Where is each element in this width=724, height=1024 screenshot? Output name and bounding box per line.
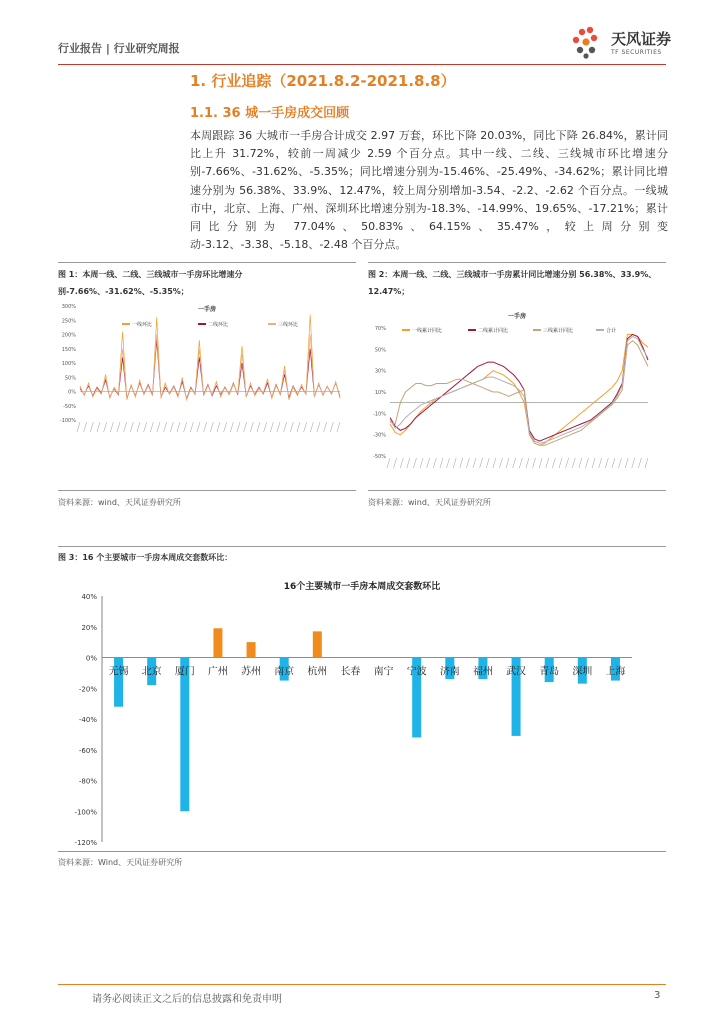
fig1-caption: 图 1：本周一线、二线、三线城市一手房环比增速分别-7.66%、-31.62%、-5.35%； — [58, 270, 243, 296]
category-label: 福州 — [472, 666, 493, 678]
x-tick-mark — [104, 422, 107, 432]
x-tick-mark — [453, 458, 456, 468]
x-tick-mark — [585, 458, 588, 468]
x-tick-mark — [77, 422, 80, 432]
y-tick-label: 70% — [374, 326, 386, 332]
x-tick-mark — [204, 422, 207, 432]
x-tick-mark — [90, 422, 93, 432]
x-tick-mark — [117, 422, 120, 432]
x-tick-mark — [257, 422, 260, 432]
chart-background — [58, 572, 666, 848]
x-tick-mark — [447, 458, 450, 468]
category-label: 厦门 — [174, 666, 195, 678]
x-tick-mark — [137, 422, 140, 432]
x-tick-mark — [499, 458, 502, 468]
x-tick-mark — [619, 458, 622, 468]
x-tick-mark — [546, 458, 549, 468]
chart-title: 一手房 — [198, 306, 217, 313]
page-number: 3 — [654, 990, 661, 1001]
legend-label: 二线环比 — [208, 322, 229, 328]
x-tick-mark — [506, 458, 509, 468]
y-tick-label: 50% — [64, 375, 76, 382]
y-tick-label: -100% — [59, 418, 76, 424]
x-tick-mark — [466, 458, 469, 468]
x-tick-mark — [337, 422, 340, 432]
x-tick-mark — [526, 458, 529, 468]
x-tick-mark — [638, 458, 641, 468]
footer-disclaimer: 请务必阅读正文之后的信息披露和免责申明 — [92, 994, 282, 1005]
fig1-top-rule — [58, 262, 356, 263]
x-tick-mark — [297, 422, 300, 432]
footer-divider — [58, 984, 666, 985]
x-tick-mark — [324, 422, 327, 432]
bar-4 — [213, 628, 222, 657]
x-tick-mark — [400, 458, 403, 468]
y-tick-label: 20% — [81, 623, 97, 632]
category-label: 武汉 — [506, 666, 527, 678]
x-tick-mark — [394, 458, 397, 468]
y-tick-label: 200% — [61, 332, 76, 339]
legend-label: 合计 — [606, 328, 617, 334]
x-tick-mark — [599, 458, 602, 468]
x-tick-mark — [566, 458, 569, 468]
x-tick-mark — [150, 422, 153, 432]
x-tick-mark — [177, 422, 180, 432]
x-tick-mark — [284, 422, 287, 432]
category-label: 无锡 — [108, 666, 129, 678]
x-tick-mark — [460, 458, 463, 468]
category-label: 长春 — [340, 666, 361, 678]
header-divider — [58, 64, 666, 65]
x-tick-mark — [230, 422, 233, 432]
x-tick-mark — [519, 458, 522, 468]
y-tick-label: 30% — [374, 368, 386, 375]
y-tick-label: -40% — [78, 716, 97, 724]
x-tick-mark — [612, 458, 615, 468]
section-heading: 1. 行业追踪（2021.8.2-2021.8.8） — [190, 72, 456, 90]
category-label: 青岛 — [539, 666, 560, 678]
chart-fig3 — [58, 572, 666, 848]
chart-title: 一手房 — [508, 313, 527, 320]
x-tick-mark — [130, 422, 133, 432]
x-tick-mark — [625, 458, 628, 468]
x-tick-mark — [237, 422, 240, 432]
bar-5 — [247, 642, 256, 657]
x-tick-mark — [224, 422, 227, 432]
x-tick-mark — [480, 458, 483, 468]
legend-label: 一线环比 — [132, 322, 153, 328]
subsection-heading: 1.1. 36 城一手房成交回顾 — [190, 106, 350, 121]
x-tick-mark — [420, 458, 423, 468]
x-tick-mark — [473, 458, 476, 468]
y-tick-label: 50% — [374, 347, 386, 354]
fig3-top-rule — [58, 546, 666, 547]
x-tick-mark — [304, 422, 307, 432]
fig3-source: 资料来源：Wind、天风证券研究所 — [58, 858, 183, 867]
x-tick-mark — [539, 458, 542, 468]
y-tick-label: -20% — [78, 685, 97, 694]
bar-3 — [180, 658, 189, 812]
x-tick-mark — [513, 458, 516, 468]
y-tick-label: -100% — [74, 808, 97, 817]
x-tick-mark — [270, 422, 273, 432]
fig2-top-rule — [368, 262, 666, 263]
x-tick-mark — [110, 422, 113, 432]
x-tick-mark — [493, 458, 496, 468]
x-tick-mark — [645, 458, 648, 468]
category-label: 北京 — [141, 666, 162, 678]
category-label: 南京 — [274, 666, 295, 678]
y-tick-label: -10% — [373, 411, 386, 418]
x-tick-mark — [407, 458, 410, 468]
category-label: 广州 — [207, 666, 228, 678]
y-tick-label: 40% — [81, 593, 97, 601]
fig2-source: 资料来源：wind、天风证券研究所 — [368, 498, 491, 507]
fig2-caption: 图 2：本周一线、二线、三线城市一手房累计同比增速分别 56.38%、33.9%、12.47%； — [368, 270, 657, 296]
x-tick-mark — [190, 422, 193, 432]
x-tick-mark — [533, 458, 536, 468]
y-tick-label: 250% — [61, 318, 76, 325]
x-tick-mark — [559, 458, 562, 468]
x-tick-mark — [264, 422, 267, 432]
y-tick-label: -120% — [74, 839, 97, 847]
x-tick-mark — [427, 458, 430, 468]
x-tick-mark — [210, 422, 213, 432]
x-tick-mark — [217, 422, 220, 432]
x-tick-mark — [124, 422, 127, 432]
x-tick-mark — [579, 458, 582, 468]
x-tick-mark — [592, 458, 595, 468]
x-tick-mark — [433, 458, 436, 468]
y-tick-label: 100% — [61, 361, 76, 367]
fig3-bottom-rule — [58, 851, 666, 852]
category-label: 上海 — [605, 666, 626, 678]
x-tick-mark — [552, 458, 555, 468]
bar-1 — [114, 658, 123, 707]
category-label: 宁波 — [406, 666, 427, 678]
x-tick-mark — [572, 458, 575, 468]
series-line-2 — [390, 334, 648, 441]
x-tick-mark — [84, 422, 87, 432]
x-tick-mark — [244, 422, 247, 432]
x-tick-mark — [277, 422, 280, 432]
y-tick-label: -60% — [78, 746, 97, 755]
legend-label: 三线环比 — [278, 322, 299, 328]
summary-paragraph: 本周跟踪 36 大城市一手房合计成交 2.97 万套，环比下降 20.03%，同比下降 26.84%，累计同比上升 31.72%，较前一周减少 2.59 个百分点。其中一线、二线、三线城市环比增速分别-7.66%、-31.62%、-5.35%；同比增速分别为-15.46%、-25.49%、-34.62%；累计同比增速分别为 56.38%、33.9%、12.47%，较上周分别增加-3.54、-2.2、-2.62 个百分点。一线城市中，北京、上海、广州、深圳环比增速分别为-18.3%、-14.99%、19.65%、-17.21%；累计同比分别为 77.04%、50.83%、64.15%、35.47%，较上周分别变动-3.12、-3.38、-5.18、-2.48 个百分点。 — [190, 129, 668, 252]
chart-fig1 — [58, 300, 356, 480]
category-label: 深圳 — [572, 666, 593, 678]
logo-flower-icon — [573, 27, 597, 59]
legend-label: 二线累计同比 — [478, 328, 509, 334]
x-tick-mark — [170, 422, 173, 432]
category-label: 南宁 — [373, 666, 394, 678]
legend-label: 三线累计同比 — [543, 328, 574, 334]
x-tick-mark — [184, 422, 187, 432]
fig2-bottom-rule — [368, 490, 666, 491]
fig1-bottom-rule — [58, 490, 356, 491]
chart-fig2 — [368, 300, 666, 480]
chart-title: 16个主要城市一手房本周成交套数环比 — [283, 582, 441, 592]
category-label: 济南 — [439, 666, 460, 678]
y-tick-label: 150% — [61, 346, 76, 353]
y-tick-label: 300% — [61, 304, 76, 310]
logo-text-cn: 天风证券 — [611, 30, 672, 48]
x-tick-mark — [330, 422, 333, 432]
x-tick-mark — [413, 458, 416, 468]
x-tick-mark — [144, 422, 147, 432]
y-tick-label: -30% — [373, 432, 386, 439]
x-tick-mark — [250, 422, 253, 432]
x-tick-mark — [486, 458, 489, 468]
legend-label: 一线累计同比 — [412, 328, 443, 334]
y-tick-label: -50% — [373, 454, 386, 460]
x-tick-mark — [632, 458, 635, 468]
y-tick-label: -80% — [78, 777, 97, 786]
x-tick-mark — [440, 458, 443, 468]
bar-7 — [313, 631, 322, 657]
report-breadcrumb: 行业报告 | 行业研究周报 — [58, 42, 180, 55]
category-label: 苏州 — [241, 666, 262, 678]
x-tick-mark — [387, 458, 390, 468]
x-tick-mark — [310, 422, 313, 432]
logo-text-en: TF SECURITIES — [611, 49, 662, 56]
x-tick-mark — [164, 422, 167, 432]
x-tick-mark — [290, 422, 293, 432]
x-tick-mark — [97, 422, 100, 432]
y-tick-label: -50% — [63, 403, 76, 410]
series-line-3 — [80, 335, 340, 400]
x-tick-mark — [197, 422, 200, 432]
x-tick-mark — [605, 458, 608, 468]
y-tick-label: 0% — [68, 389, 76, 396]
y-tick-label: 10% — [374, 390, 386, 396]
category-label: 杭州 — [307, 666, 328, 678]
y-tick-label: 0% — [85, 654, 97, 663]
x-tick-mark — [157, 422, 160, 432]
fig3-caption: 图 3：16 个主要城市一手房本周成交套数环比： — [58, 553, 233, 562]
x-tick-mark — [317, 422, 320, 432]
fig1-source: 资料来源：wind、天风证券研究所 — [58, 498, 181, 507]
